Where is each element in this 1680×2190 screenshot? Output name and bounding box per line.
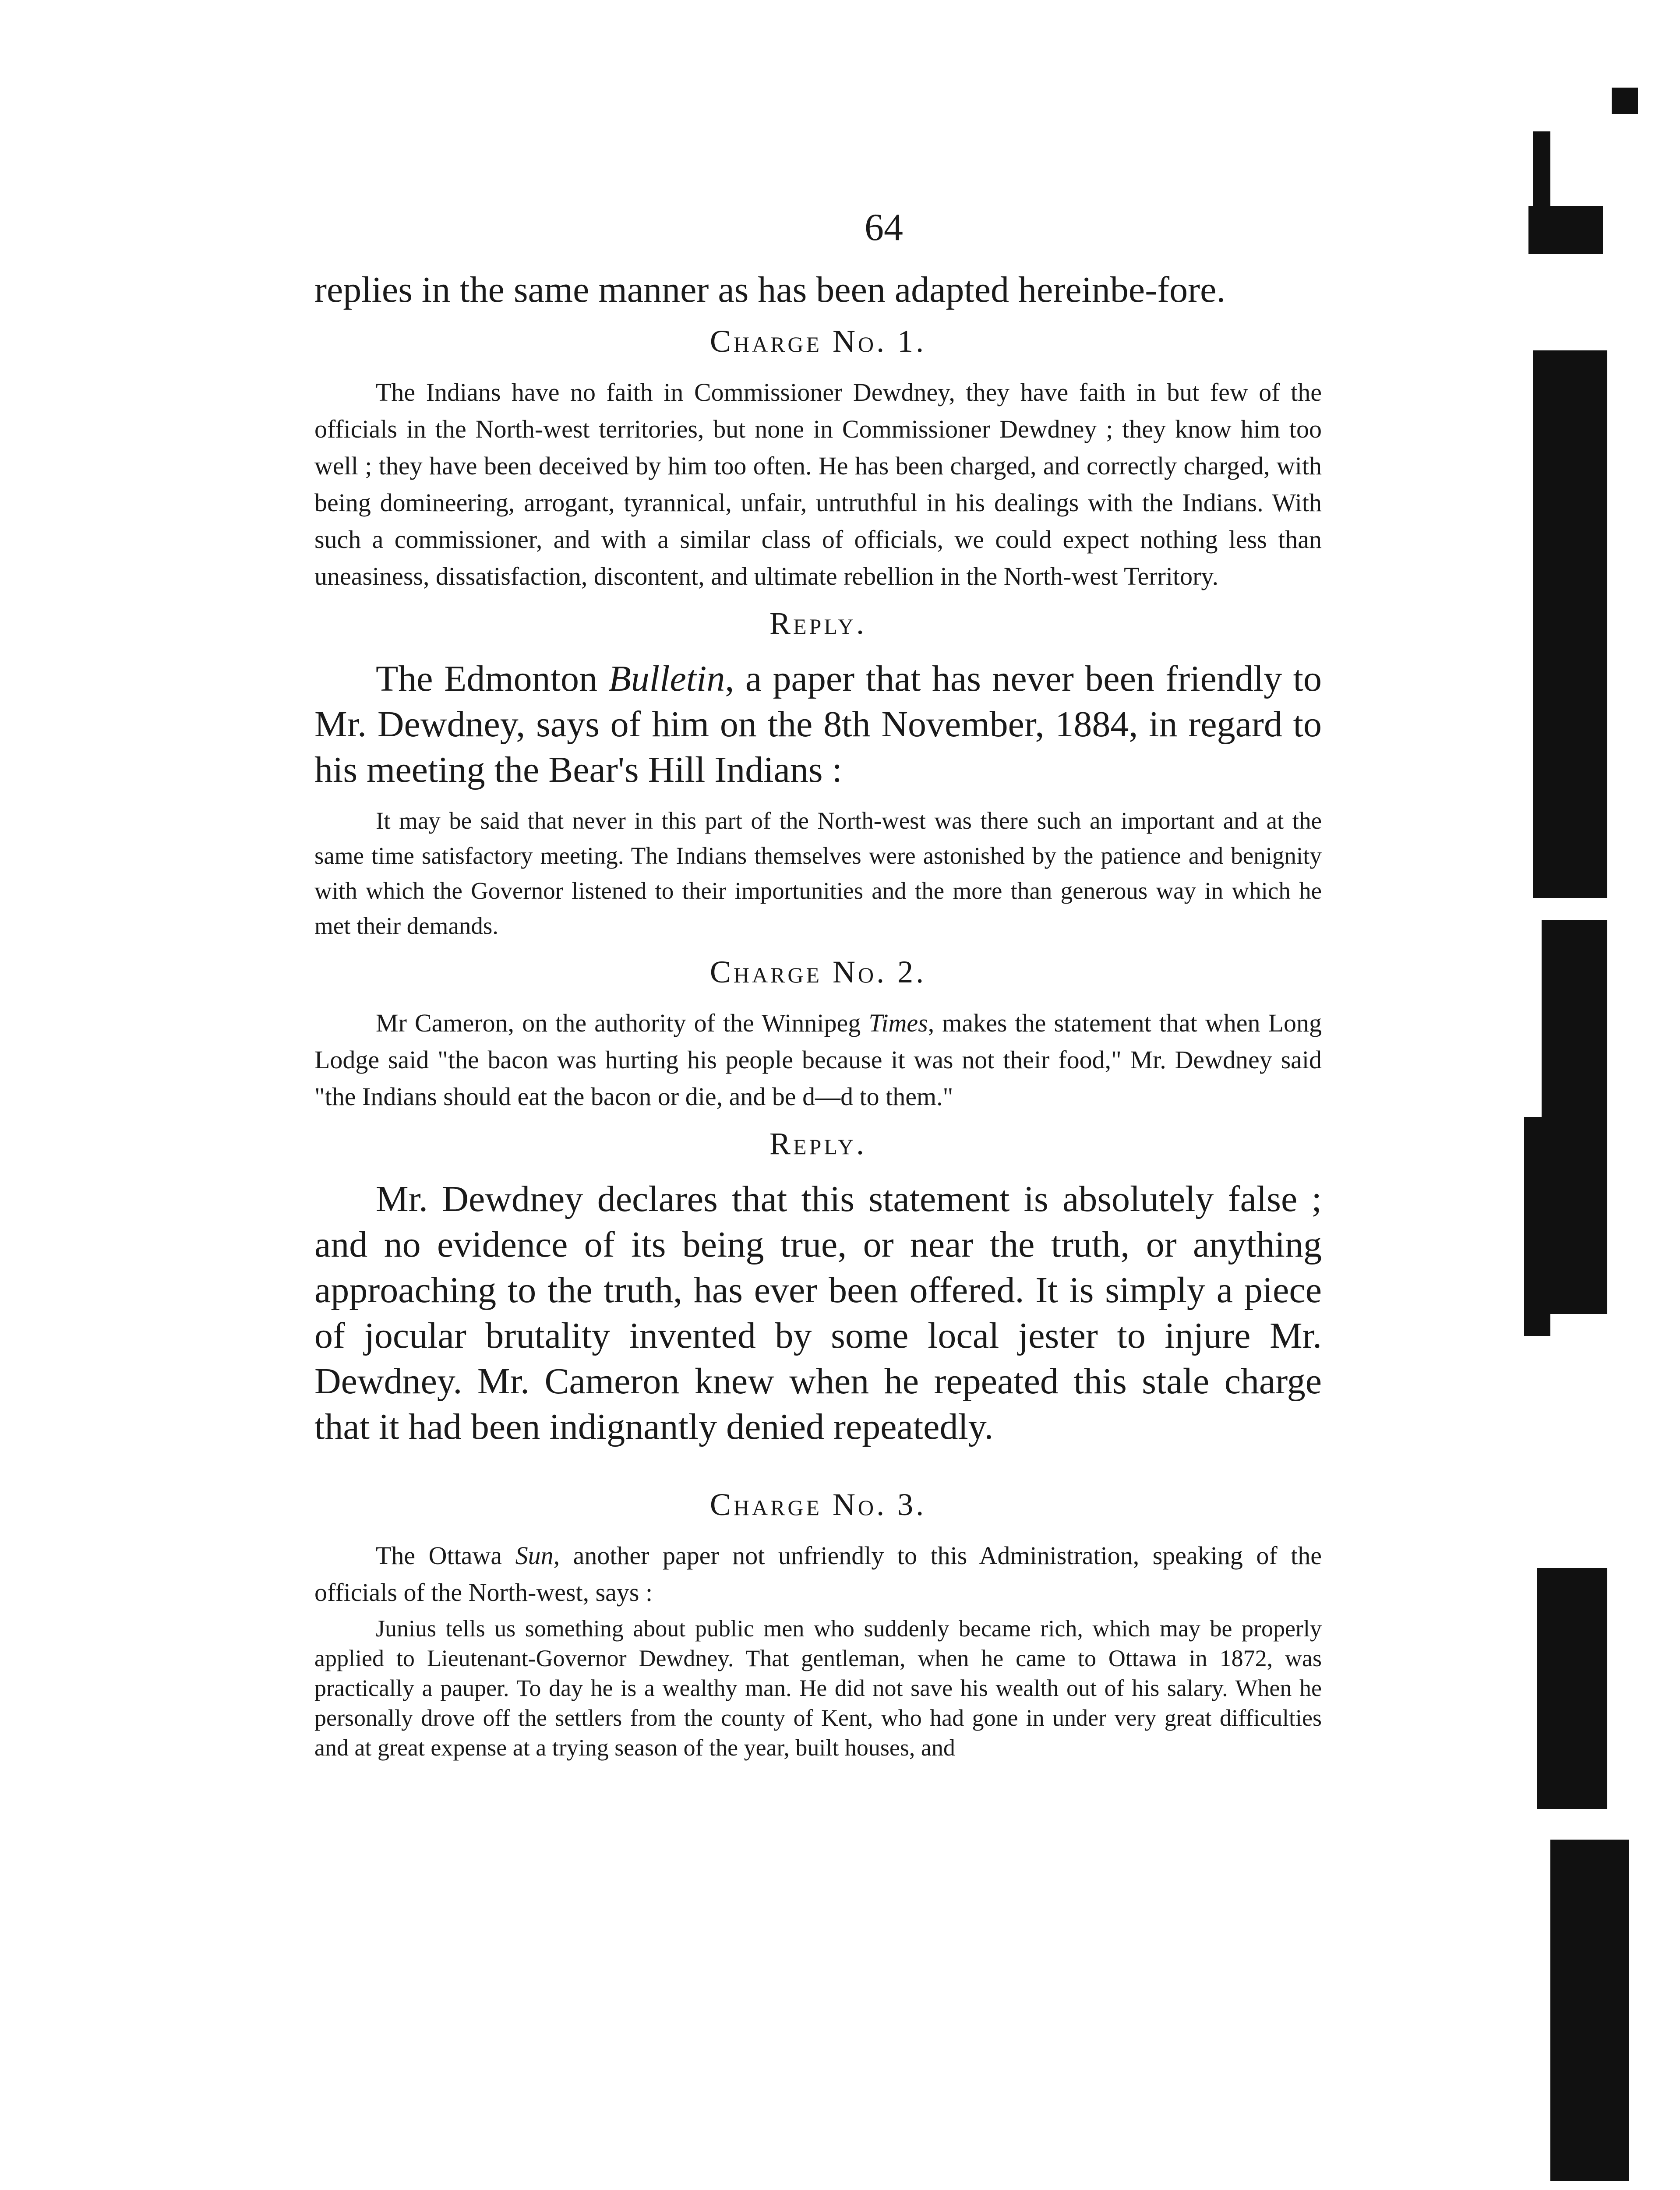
opening-paragraph: replies in the same manner as has been adapted hereinbe-fore.: [314, 269, 1226, 310]
charge-2-text-rest: , makes the statement that when Long Lodge said "the bacon was hurting his people because it was not their food," Mr. Dewdney said "the Indians should eat the bacon or die, and be d—d to them.": [314, 1009, 1322, 1111]
scan-binding-edge: [1524, 0, 1680, 2190]
text-column: [314, 206, 1322, 1763]
binding-mark: [1537, 1568, 1607, 1809]
binding-mark: [1524, 1117, 1550, 1336]
charge-3-intro-start: The Ottawa: [376, 1541, 515, 1570]
binding-mark: [1612, 88, 1638, 114]
charge-3-intro: [314, 1537, 1322, 1611]
binding-mark: [1550, 1840, 1629, 2181]
newspaper-title-times: Times: [868, 1009, 928, 1037]
reply-1-intro-text: The Edmonton: [376, 658, 609, 699]
reply-2-text: Mr. Dewdney declares that this statement is absolutely false ; and no evidence of its being true, or near the truth, or anything approaching to the truth, has ever been offered. It is simply a piece of jocular brutality invented by some local jester to injure Mr. Dewdney. Mr. Cameron knew when he repeated this stale charge that it had been indignantly denied repeatedly.: [314, 1179, 1322, 1447]
charge-3-intro-rest: , another paper not unfriendly to this Administration, speaking of the officials of the North-west, says :: [314, 1541, 1322, 1607]
charge-1-heading: Charge No. 1.: [709, 324, 927, 359]
charge-3-quote: Junius tells us something about public men who suddenly became rich, which may be properly applied to Lieutenant-Governor Dewdney. That gentleman, when he came to Ottawa in 1872, was practically a pauper. To day he is a wealthy man. He did not save his wealth out of his salary. When he personally drove off the settlers from the county of Kent, who had gone in under very great difficulties and at great expense at a trying season of the year, built houses, and: [314, 1615, 1322, 1761]
binding-mark: [1542, 920, 1607, 1314]
reply-1-quote: It may be said that never in this part of the North-west was there such an important and at the same time satisfactory meeting. The Indians themselves were astonished by the patience and benignity with which the Governor listened to their importunities and the more than generous way in which he met their demands.: [314, 807, 1322, 939]
newspaper-title-sun: Sun: [515, 1541, 554, 1570]
charge-2-text: [314, 1005, 1322, 1115]
binding-mark: [1533, 350, 1607, 898]
newspaper-title-bulletin: Bulletin: [608, 658, 725, 699]
reply-1-intro: [314, 656, 1322, 793]
page-number: 64: [865, 206, 903, 249]
reply-2-heading: Reply.: [769, 1126, 867, 1161]
reply-1-intro-rest: , a paper that has never been friendly to Mr. Dewdney, says of him on the 8th November, 1884, in regard to his meeting the Bear's Hill Indians :: [314, 658, 1322, 790]
charge-2-heading: Charge No. 2.: [709, 954, 927, 989]
charge-2-text-start: Mr Cameron, on the authority of the Winnipeg: [376, 1009, 869, 1037]
charge-1-text: The Indians have no faith in Commissioner Dewdney, they have faith in but few of the officials in the North-west territories, but none in Commissioner Dewdney ; they know him too well ; they have been deceived by him too often. He has been charged, and correctly charged, with being domineering, arrogant, tyrannical, unfair, untruthful in his dealings with the Indians. With such a commissioner, and with a similar class of officials, we could expect nothing less than uneasiness, dissatisfaction, discontent, and ultimate rebellion in the North-west Territory.: [314, 378, 1322, 590]
reply-1-heading: Reply.: [769, 606, 867, 641]
charge-3-heading: Charge No. 3.: [709, 1487, 927, 1522]
binding-mark: [1528, 206, 1603, 254]
